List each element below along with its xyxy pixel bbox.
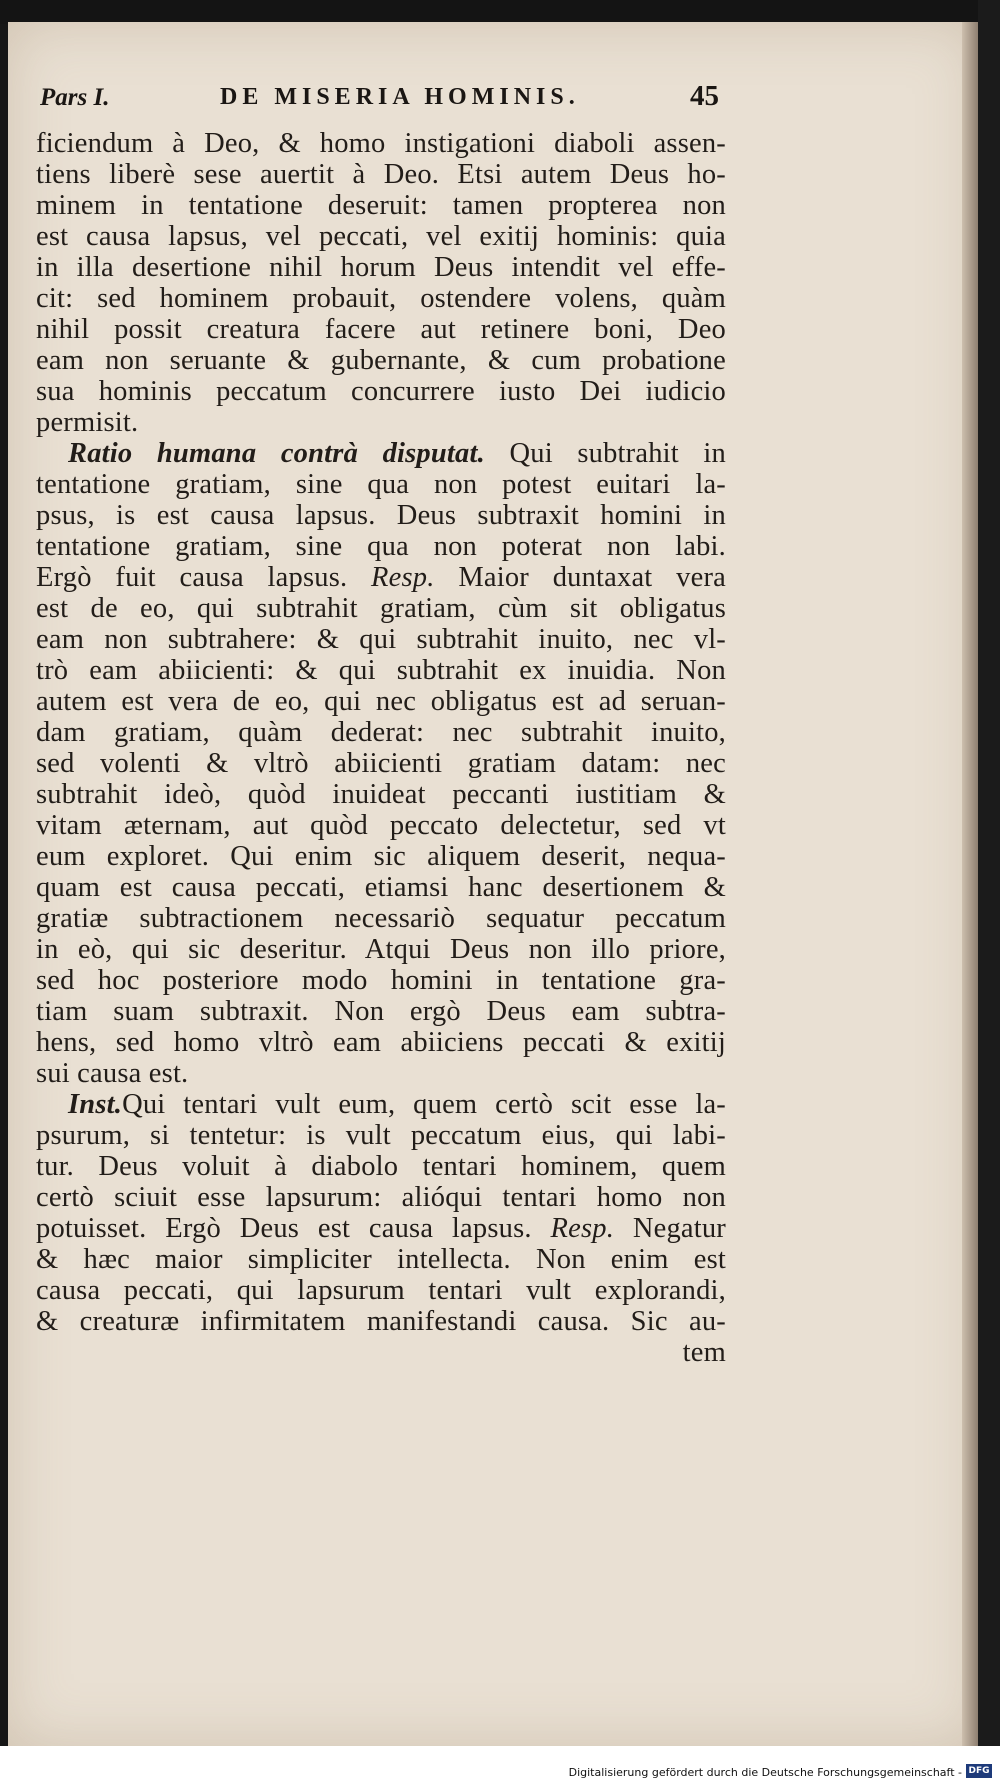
page-edge-shadow bbox=[962, 22, 978, 1746]
text-line: tentatione gratiam, sine qua non potest euitari la- bbox=[36, 469, 726, 500]
text-line: minem in tentatione deseruit: tamen propterea non bbox=[36, 190, 726, 221]
text-segment: Qui subtrahit in bbox=[484, 438, 726, 469]
text-line: tentatione gratiam, sine qua non poterat non labi. bbox=[36, 531, 726, 562]
response-label: Resp. bbox=[371, 562, 435, 593]
text-segment: Negatur bbox=[632, 1213, 727, 1244]
text-line: nihil possit creatura facere aut retinere boni, Deo bbox=[36, 314, 726, 345]
running-header bbox=[40, 84, 720, 124]
text-line: dam gratiam, quàm dederat: nec subtrahit inuito, bbox=[36, 717, 726, 748]
catchword: tem bbox=[682, 1337, 726, 1368]
text-segment: potuisset. Ergò Deus est causa lapsus. bbox=[36, 1213, 532, 1244]
scan-frame-top bbox=[0, 0, 1000, 24]
text-line: tiens liberè sese auertit à Deo. Etsi autem Deus ho- bbox=[36, 159, 726, 190]
marginal-lead: Inst. bbox=[68, 1089, 123, 1120]
text-line: est causa lapsus, vel peccati, vel exitij hominis: quia bbox=[36, 221, 726, 252]
text-line: gratiæ subtractionem necessariò sequatur peccatum bbox=[36, 903, 726, 934]
text-segment: Ergò fuit causa lapsus. bbox=[36, 562, 348, 593]
text-line: in illa desertione nihil horum Deus intendit vel effe- bbox=[36, 252, 726, 283]
text-line: causa peccati, qui lapsurum tentari vult explorandi, bbox=[36, 1275, 726, 1306]
text-line: psus, is est causa lapsus. Deus subtraxit homini in bbox=[36, 500, 726, 531]
text-line: & creaturæ infirmitatem manifestandi causa. Sic au- bbox=[36, 1306, 726, 1337]
text-line: est de eo, qui subtrahit gratiam, cùm sit obligatus bbox=[36, 593, 726, 624]
text-line: sua hominis peccatum concurrere iusto Dei iudicio bbox=[36, 376, 726, 407]
text-line bbox=[36, 562, 726, 593]
text-line: eam non seruante & gubernante, & cum probatione bbox=[36, 345, 726, 376]
text-line: tur. Deus voluit à diabolo tentari hominem, quem bbox=[36, 1151, 726, 1182]
page-number: 45 bbox=[690, 80, 719, 112]
text-line: cit: sed hominem probauit, ostendere volens, quàm bbox=[36, 283, 726, 314]
marginal-lead: Ratio humana contrà disputat. bbox=[68, 438, 485, 469]
text-line: autem est vera de eo, qui nec obligatus est ad seruan- bbox=[36, 686, 726, 717]
text-line bbox=[36, 1089, 726, 1120]
response-label: Resp. bbox=[550, 1213, 615, 1244]
text-line: certò sciuit esse lapsurum: alióqui tentari homo non bbox=[36, 1182, 726, 1213]
page-body bbox=[36, 128, 726, 1368]
text-line: quam est causa peccati, etiamsi hanc desertionem & bbox=[36, 872, 726, 903]
text-line: & hæc maior simpliciter intellecta. Non enim est bbox=[36, 1244, 726, 1275]
text-segment: Maior duntaxat vera bbox=[458, 562, 726, 593]
text-line: sed volenti & vltrò abiicienti gratiam datam: nec bbox=[36, 748, 726, 779]
text-line: in eò, qui sic deseritur. Atqui Deus non illo priore, bbox=[36, 934, 726, 965]
dfg-logo: DFG bbox=[966, 1764, 992, 1778]
header-title: DE MISERIA HOMINIS. bbox=[220, 84, 580, 110]
text-line: eum exploret. Qui enim sic aliquem deserit, nequa- bbox=[36, 841, 726, 872]
text-line: ficiendum à Deo, & homo instigationi diaboli assen- bbox=[36, 128, 726, 159]
text-line: trò eam abiicienti: & qui subtrahit ex inuidia. Non bbox=[36, 655, 726, 686]
text-line: permisit. bbox=[36, 407, 139, 438]
text-line bbox=[36, 1213, 726, 1244]
text-line: hens, sed homo vltrò eam abiiciens peccati & exitij bbox=[36, 1027, 726, 1058]
text-segment: Qui tentari vult eum, quem certò scit esse la- bbox=[122, 1089, 726, 1120]
text-line: tiam suam subtraxit. Non ergò Deus eam subtra- bbox=[36, 996, 726, 1027]
header-part-label: Pars I. bbox=[40, 84, 110, 111]
text-line: subtrahit ideò, quòd inuideat peccanti iustitiam & bbox=[36, 779, 726, 810]
text-line: sed hoc posteriore modo homini in tentatione gra- bbox=[36, 965, 726, 996]
text-line: eam non subtrahere: & qui subtrahit inuito, nec vl- bbox=[36, 624, 726, 655]
funding-notice: Digitalisierung gefördert durch die Deutsche Forschungsgemeinschaft - bbox=[568, 1766, 962, 1779]
text-line: sui causa est. bbox=[36, 1058, 189, 1089]
text-line bbox=[36, 438, 726, 469]
text-line: psurum, si tentetur: is vult peccatum eius, qui labi- bbox=[36, 1120, 726, 1151]
text-line: vitam æternam, aut quòd peccato delectetur, sed vt bbox=[36, 810, 726, 841]
scan-frame-right bbox=[978, 0, 1000, 1783]
